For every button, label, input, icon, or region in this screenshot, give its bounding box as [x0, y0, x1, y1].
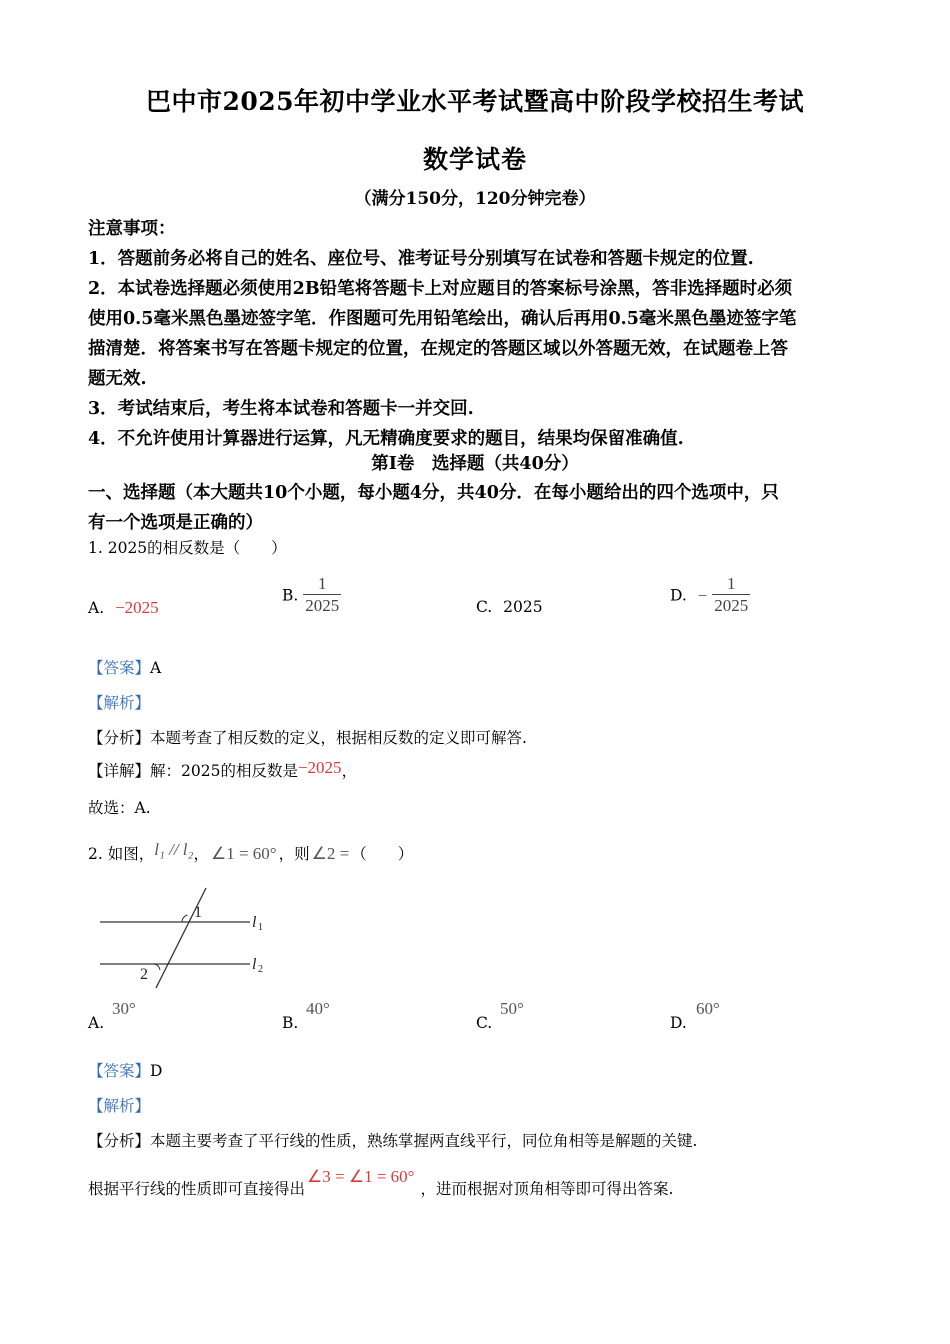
q2-stem [88, 840, 414, 865]
fraction-numerator: 1 [318, 574, 327, 593]
fraction [712, 574, 750, 617]
q1-stem: 1. 2025的相反数是（ ） [88, 539, 287, 557]
stem-suffix: （ ） [351, 845, 414, 863]
fraction-numerator: 1 [727, 574, 736, 593]
stem-mid: ，则 [278, 845, 310, 863]
q1-conclusion: 故选：A. [88, 799, 151, 817]
exam-title: 巴中市2025年初中学业水平考试暨高中阶段学校招生考试 [145, 87, 805, 116]
q1-option-a [88, 598, 159, 618]
fraction-denominator: 2025 [714, 596, 749, 615]
section-title: 第Ⅰ卷 选择题（共40分） [371, 454, 579, 474]
q2-reason [88, 1167, 674, 1200]
q2-fenxi [88, 1130, 697, 1152]
fenxi-tag: 【分析】 [88, 729, 151, 747]
q1-option-d [670, 574, 750, 617]
answer-value: A [150, 659, 162, 677]
analysis-tag: 【解析】 [88, 1097, 151, 1115]
detail-prefix: 解：2025的相反数是 [150, 762, 298, 780]
option-label: B. [282, 586, 299, 605]
stem-ask: ∠2 = [311, 844, 350, 863]
reason-suffix: ，进而根据对顶角相等即可得出答案. [420, 1180, 674, 1198]
score-info: （满分150分，120分钟完卷） [354, 189, 596, 209]
analysis-tag: 【解析】 [88, 694, 151, 712]
option-label: C. [476, 1014, 493, 1032]
notice-heading: 注意事项： [88, 219, 176, 239]
fenxi-text: 本题考查了相反数的定义，根据相反数的定义即可解答. [150, 729, 527, 747]
q2-option-b-value: 40° [306, 999, 330, 1018]
notice-item: 3．考试结束后，考生将本试卷和答题卡一并交回. [88, 399, 474, 419]
angle-2-arc [154, 964, 160, 970]
q2-option-a-value: 30° [112, 999, 136, 1018]
l2-subscript: 2 [258, 964, 263, 975]
part-title [88, 478, 868, 538]
angle-2-label: 2 [140, 966, 148, 983]
angle-1-label: 1 [194, 904, 202, 921]
option-value: 2025 [503, 598, 543, 616]
parallel-lines-figure [90, 884, 280, 994]
q2-analysis-tag [88, 1095, 150, 1117]
option-sign: − [697, 585, 708, 605]
answer-value: D [150, 1062, 163, 1080]
stem-prefix: 2. 如图， [88, 845, 155, 863]
transversal-line [156, 888, 206, 988]
notice-item: 4．不允许使用计算器进行运算，凡无精确度要求的题目，结果均保留准确值. [88, 429, 684, 449]
fenxi-tag: 【分析】 [88, 1132, 151, 1150]
stem-angle: ∠1 = 60° [210, 844, 277, 863]
notice-item: 描清楚．将答案书写在答题卡规定的位置，在规定的答题区域以外答题无效，在试题卷上答 [88, 339, 788, 359]
fraction-denominator: 2025 [305, 596, 340, 615]
q1-analysis-tag [88, 692, 150, 714]
part-title-line: 一、选择题（本大题共10个小题，每小题4分，共40分．在每小题给出的四个选项中，只 [88, 483, 779, 503]
detail-value: −2025 [297, 758, 342, 777]
notice-item: 题无效. [88, 369, 147, 389]
detail-tag: 【详解】 [88, 762, 151, 780]
fraction [303, 574, 341, 617]
q2-option-a [88, 1014, 104, 1032]
option-label: A. [88, 1014, 105, 1032]
fenxi-text: 本题主要考查了平行线的性质，熟练掌握两直线平行，同位角相等是解题的关键. [150, 1132, 698, 1150]
q2-option-c [476, 1014, 492, 1032]
subject-title: 数学试卷 [422, 145, 527, 174]
detail-suffix: ， [341, 762, 358, 780]
reason-formula: ∠3 = ∠1 = 60° [307, 1167, 415, 1186]
notice-item: 1．答题前务必将自己的姓名、座位号、准考证号分别填写在试卷和答题卡规定的位置. [88, 249, 754, 269]
stem-parallel: l₁ // l₂ [154, 840, 194, 859]
answer-tag: 【答案】 [88, 1062, 151, 1080]
option-label: D. [670, 586, 687, 605]
part-title-line: 有一个选项是正确的） [88, 513, 263, 533]
q2-answer [88, 1060, 162, 1082]
q2-option-d [670, 1014, 687, 1032]
q1-option-c [476, 598, 543, 616]
l1-label: l [252, 914, 257, 931]
q1-option-b [282, 574, 341, 617]
notice-item: 使用0.5毫米黑色墨迹签字笔．作图题可先用铅笔绘出，确认后再用0.5毫米黑色墨迹签字笔 [88, 309, 797, 329]
option-label: A. [88, 599, 105, 617]
angle-1-arc [182, 915, 188, 922]
l2-label: l [252, 956, 257, 973]
stem-sep: ， [193, 845, 209, 863]
q2-option-d-value: 60° [696, 999, 720, 1018]
q1-fenxi [88, 727, 527, 749]
q1-answer [88, 657, 161, 679]
option-label: C. [476, 598, 493, 616]
q2-option-b [282, 1014, 298, 1032]
reason-prefix: 根据平行线的性质即可直接得出 [88, 1180, 306, 1198]
l1-subscript: 1 [258, 922, 263, 933]
option-label: D. [670, 1014, 687, 1032]
q1-detail [88, 760, 357, 782]
q2-option-c-value: 50° [500, 999, 524, 1018]
notice-item: 2．本试卷选择题必须使用2B铅笔将答题卡上对应题目的答案标号涂黑，答非选择题时必须 [88, 279, 793, 299]
notice-block [88, 214, 868, 454]
answer-tag: 【答案】 [88, 659, 151, 677]
option-label: B. [282, 1014, 299, 1032]
option-value: −2025 [115, 598, 159, 617]
